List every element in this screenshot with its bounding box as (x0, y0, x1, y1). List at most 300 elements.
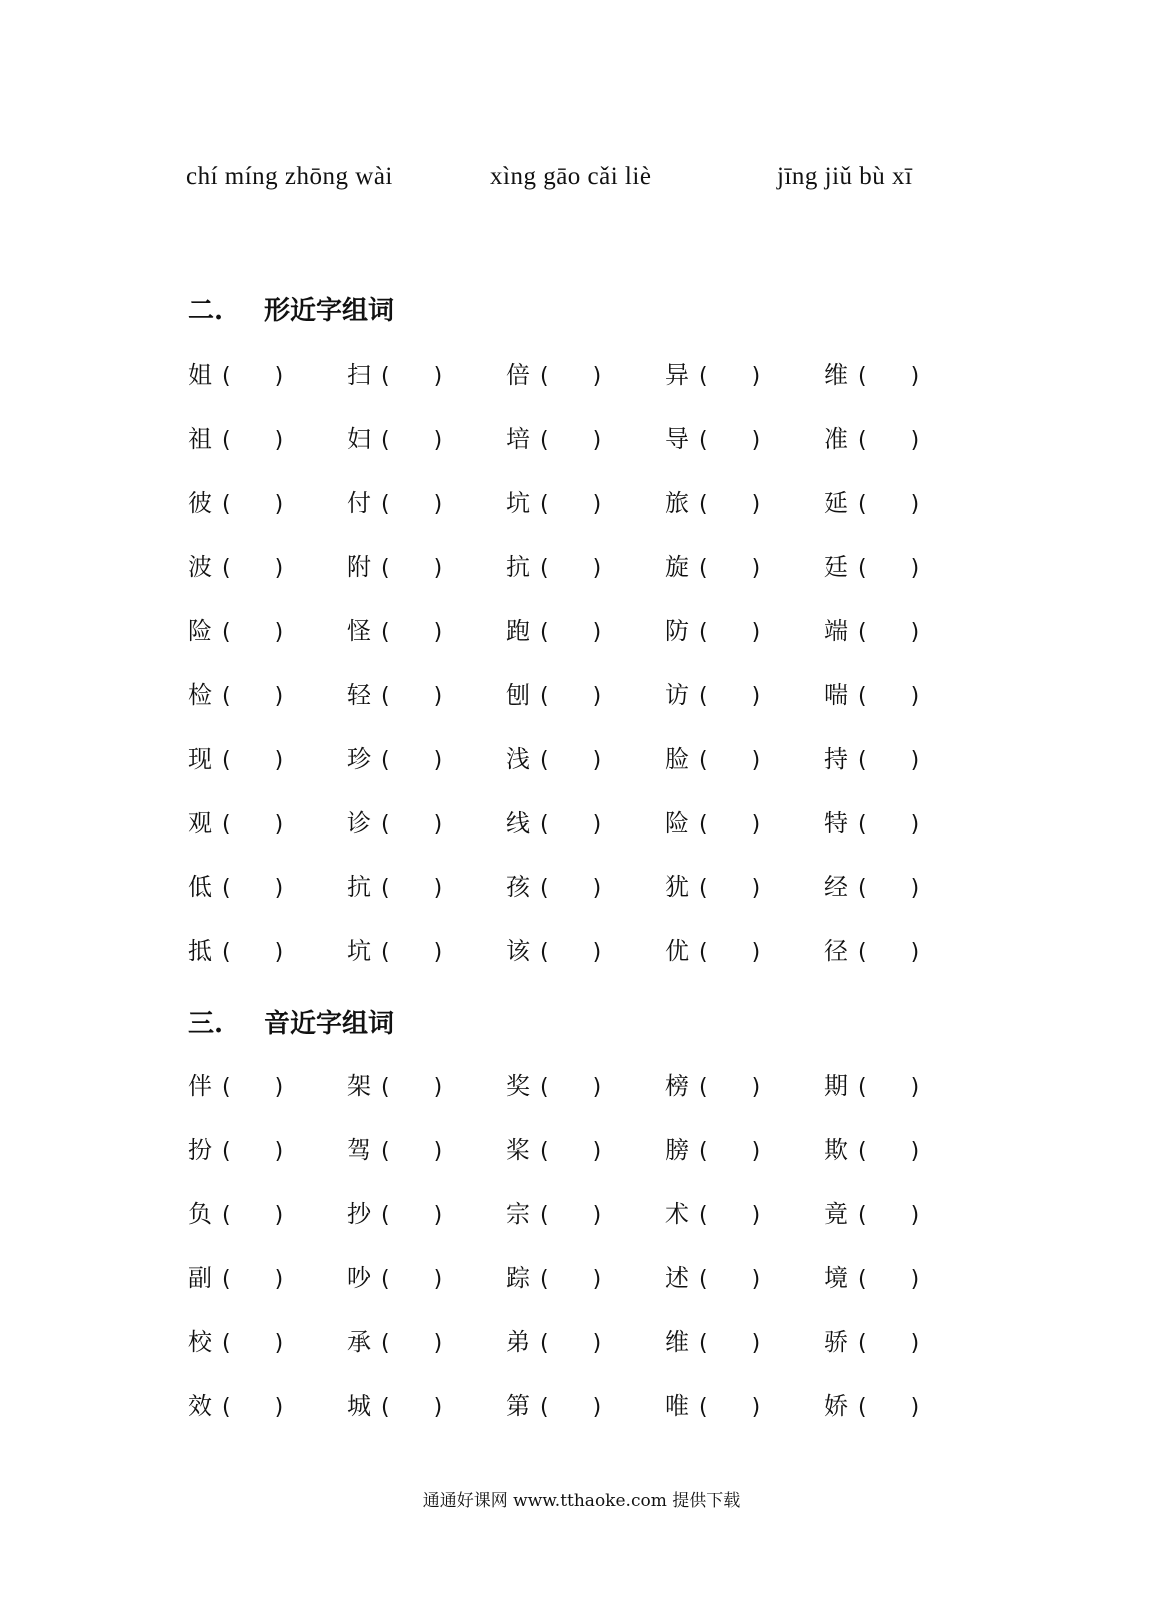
word-item (506, 355, 601, 395)
character: 副 (188, 1264, 212, 1292)
word-item (347, 1130, 442, 1170)
word-item (665, 1130, 760, 1170)
section-3-title: 音近字组词 (264, 1009, 395, 1039)
character: 吵 (347, 1264, 371, 1292)
right-paren: ) (274, 556, 284, 581)
character: 述 (665, 1264, 689, 1292)
word-item (347, 931, 442, 971)
word-item (665, 739, 760, 779)
left-paren: ( (699, 1395, 708, 1420)
right-paren: ) (910, 748, 920, 773)
word-item (824, 931, 919, 971)
right-paren: ) (592, 492, 602, 517)
right-paren: ) (751, 684, 761, 709)
word-item (665, 803, 760, 843)
left-paren: ( (858, 748, 867, 773)
left-paren: ( (222, 876, 231, 901)
character: 脸 (665, 745, 689, 773)
left-paren: ( (858, 1075, 867, 1100)
left-paren: ( (699, 1139, 708, 1164)
word-item (506, 1066, 601, 1106)
character: 珍 (347, 745, 371, 773)
section-2-title: 形近字组词 (264, 296, 395, 326)
right-paren: ) (910, 1267, 920, 1292)
character: 怪 (347, 617, 371, 645)
word-item (506, 867, 601, 907)
word-item (347, 1194, 442, 1234)
left-paren: ( (222, 940, 231, 965)
word-row (188, 867, 948, 907)
right-paren: ) (910, 1395, 920, 1420)
word-item (824, 547, 919, 587)
right-paren: ) (433, 620, 443, 645)
character: 刨 (506, 681, 530, 709)
right-paren: ) (910, 1331, 920, 1356)
character: 承 (347, 1328, 371, 1356)
left-paren: ( (540, 684, 549, 709)
right-paren: ) (751, 556, 761, 581)
word-row (188, 611, 948, 651)
right-paren: ) (274, 876, 284, 901)
right-paren: ) (592, 1075, 602, 1100)
character: 浅 (506, 745, 530, 773)
word-item (824, 1130, 919, 1170)
character: 姐 (188, 361, 212, 389)
right-paren: ) (910, 364, 920, 389)
right-paren: ) (433, 556, 443, 581)
right-paren: ) (910, 684, 920, 709)
left-paren: ( (699, 1075, 708, 1100)
word-item (347, 419, 442, 459)
word-item (506, 1258, 601, 1298)
character: 术 (665, 1200, 689, 1228)
character: 端 (824, 617, 848, 645)
character: 旅 (665, 489, 689, 517)
character: 弟 (506, 1328, 530, 1356)
character: 跑 (506, 617, 530, 645)
character: 娇 (824, 1392, 848, 1420)
right-paren: ) (592, 1331, 602, 1356)
character: 防 (665, 617, 689, 645)
right-paren: ) (592, 364, 602, 389)
word-item (665, 675, 760, 715)
left-paren: ( (381, 876, 390, 901)
left-paren: ( (540, 1075, 549, 1100)
right-paren: ) (910, 940, 920, 965)
left-paren: ( (540, 364, 549, 389)
left-paren: ( (381, 812, 390, 837)
character: 第 (506, 1392, 530, 1420)
left-paren: ( (699, 812, 708, 837)
right-paren: ) (274, 940, 284, 965)
left-paren: ( (381, 364, 390, 389)
right-paren: ) (592, 812, 602, 837)
right-paren: ) (592, 940, 602, 965)
right-paren: ) (910, 1075, 920, 1100)
right-paren: ) (751, 812, 761, 837)
word-row (188, 547, 948, 587)
word-row (188, 931, 948, 971)
left-paren: ( (381, 1139, 390, 1164)
left-paren: ( (540, 492, 549, 517)
right-paren: ) (751, 1267, 761, 1292)
right-paren: ) (274, 364, 284, 389)
pinyin-item: jīng jiǔ bù xī (777, 163, 913, 190)
word-item (506, 931, 601, 971)
right-paren: ) (433, 876, 443, 901)
right-paren: ) (433, 428, 443, 453)
left-paren: ( (699, 428, 708, 453)
left-paren: ( (699, 1331, 708, 1356)
pinyin-item: chí míng zhōng wài (186, 163, 393, 190)
word-item (506, 675, 601, 715)
right-paren: ) (751, 748, 761, 773)
right-paren: ) (274, 1139, 284, 1164)
word-item (824, 867, 919, 907)
word-item (665, 419, 760, 459)
character: 维 (665, 1328, 689, 1356)
word-item (347, 803, 442, 843)
word-item (824, 803, 919, 843)
character: 抗 (347, 873, 371, 901)
left-paren: ( (222, 428, 231, 453)
word-item (506, 611, 601, 651)
right-paren: ) (592, 1395, 602, 1420)
word-item (188, 931, 283, 971)
word-item (188, 739, 283, 779)
word-item (665, 1066, 760, 1106)
right-paren: ) (751, 940, 761, 965)
character: 宗 (506, 1200, 530, 1228)
left-paren: ( (222, 812, 231, 837)
right-paren: ) (751, 620, 761, 645)
right-paren: ) (910, 1203, 920, 1228)
section-2-number: 二. (188, 296, 224, 326)
word-item (824, 1322, 919, 1362)
right-paren: ) (433, 492, 443, 517)
word-item (665, 1258, 760, 1298)
left-paren: ( (699, 1267, 708, 1292)
left-paren: ( (540, 556, 549, 581)
character: 喘 (824, 681, 848, 709)
left-paren: ( (540, 940, 549, 965)
word-item (347, 867, 442, 907)
word-item (665, 611, 760, 651)
left-paren: ( (381, 1267, 390, 1292)
word-item (188, 1194, 283, 1234)
left-paren: ( (381, 556, 390, 581)
left-paren: ( (540, 748, 549, 773)
right-paren: ) (910, 428, 920, 453)
left-paren: ( (222, 556, 231, 581)
right-paren: ) (433, 364, 443, 389)
left-paren: ( (381, 940, 390, 965)
word-item (506, 1322, 601, 1362)
right-paren: ) (274, 1267, 284, 1292)
left-paren: ( (222, 1267, 231, 1292)
right-paren: ) (433, 1075, 443, 1100)
word-row (188, 1194, 948, 1234)
word-row (188, 1322, 948, 1362)
word-item (188, 611, 283, 651)
right-paren: ) (592, 684, 602, 709)
left-paren: ( (858, 940, 867, 965)
word-item (506, 1194, 601, 1234)
word-item (824, 1066, 919, 1106)
left-paren: ( (699, 620, 708, 645)
character: 踪 (506, 1264, 530, 1292)
character: 波 (188, 553, 212, 581)
word-item (188, 1386, 283, 1426)
right-paren: ) (433, 1203, 443, 1228)
right-paren: ) (751, 1331, 761, 1356)
right-paren: ) (592, 1267, 602, 1292)
character: 校 (188, 1328, 212, 1356)
word-item (188, 547, 283, 587)
left-paren: ( (540, 1203, 549, 1228)
left-paren: ( (381, 492, 390, 517)
character: 导 (665, 425, 689, 453)
section-3-heading (188, 1003, 394, 1040)
left-paren: ( (381, 428, 390, 453)
word-item (665, 355, 760, 395)
word-item (665, 1322, 760, 1362)
word-row (188, 1258, 948, 1298)
right-paren: ) (274, 1075, 284, 1100)
character: 祖 (188, 425, 212, 453)
word-item (824, 675, 919, 715)
character: 欺 (824, 1136, 848, 1164)
character: 坑 (506, 489, 530, 517)
word-item (347, 1386, 442, 1426)
word-item (188, 675, 283, 715)
character: 妇 (347, 425, 371, 453)
word-item (506, 419, 601, 459)
character: 诊 (347, 809, 371, 837)
word-item (824, 483, 919, 523)
character: 犹 (665, 873, 689, 901)
right-paren: ) (592, 556, 602, 581)
right-paren: ) (274, 428, 284, 453)
word-item (506, 803, 601, 843)
right-paren: ) (910, 812, 920, 837)
character: 附 (347, 553, 371, 581)
left-paren: ( (858, 1203, 867, 1228)
left-paren: ( (858, 1331, 867, 1356)
right-paren: ) (274, 812, 284, 837)
left-paren: ( (222, 364, 231, 389)
right-paren: ) (274, 492, 284, 517)
right-paren: ) (910, 876, 920, 901)
left-paren: ( (699, 940, 708, 965)
left-paren: ( (858, 1395, 867, 1420)
character: 架 (347, 1072, 371, 1100)
word-row (188, 1130, 948, 1170)
right-paren: ) (751, 876, 761, 901)
left-paren: ( (699, 684, 708, 709)
character: 观 (188, 809, 212, 837)
left-paren: ( (858, 1139, 867, 1164)
word-item (665, 483, 760, 523)
word-item (665, 1386, 760, 1426)
left-paren: ( (381, 1331, 390, 1356)
character: 该 (506, 937, 530, 965)
character: 特 (824, 809, 848, 837)
right-paren: ) (910, 556, 920, 581)
word-row (188, 355, 948, 395)
left-paren: ( (222, 1331, 231, 1356)
right-paren: ) (592, 748, 602, 773)
word-item (347, 611, 442, 651)
character: 廷 (824, 553, 848, 581)
left-paren: ( (540, 876, 549, 901)
right-paren: ) (592, 620, 602, 645)
character: 线 (506, 809, 530, 837)
word-item (824, 419, 919, 459)
left-paren: ( (222, 1075, 231, 1100)
word-row (188, 419, 948, 459)
character: 优 (665, 937, 689, 965)
word-item (824, 355, 919, 395)
character: 经 (824, 873, 848, 901)
word-row (188, 739, 948, 779)
word-item (188, 355, 283, 395)
left-paren: ( (381, 1075, 390, 1100)
left-paren: ( (858, 684, 867, 709)
word-item (347, 1258, 442, 1298)
left-paren: ( (858, 1267, 867, 1292)
word-item (506, 739, 601, 779)
word-item (188, 419, 283, 459)
character: 竟 (824, 1200, 848, 1228)
word-item (347, 675, 442, 715)
word-item (506, 547, 601, 587)
character: 扮 (188, 1136, 212, 1164)
right-paren: ) (751, 1075, 761, 1100)
right-paren: ) (274, 748, 284, 773)
word-item (824, 1386, 919, 1426)
left-paren: ( (222, 748, 231, 773)
right-paren: ) (433, 748, 443, 773)
character: 抵 (188, 937, 212, 965)
right-paren: ) (274, 620, 284, 645)
left-paren: ( (381, 1395, 390, 1420)
word-row (188, 803, 948, 843)
right-paren: ) (592, 428, 602, 453)
word-row (188, 483, 948, 523)
section-3-number: 三. (188, 1009, 224, 1039)
left-paren: ( (699, 748, 708, 773)
right-paren: ) (433, 684, 443, 709)
word-item (665, 547, 760, 587)
character: 培 (506, 425, 530, 453)
character: 持 (824, 745, 848, 773)
character: 现 (188, 745, 212, 773)
word-item (188, 867, 283, 907)
left-paren: ( (540, 1331, 549, 1356)
right-paren: ) (433, 1331, 443, 1356)
word-item (347, 1322, 442, 1362)
right-paren: ) (751, 1203, 761, 1228)
left-paren: ( (699, 1203, 708, 1228)
word-item (824, 1194, 919, 1234)
left-paren: ( (858, 876, 867, 901)
right-paren: ) (274, 1203, 284, 1228)
word-item (188, 803, 283, 843)
character: 驾 (347, 1136, 371, 1164)
right-paren: ) (433, 940, 443, 965)
character: 奖 (506, 1072, 530, 1100)
left-paren: ( (858, 492, 867, 517)
character: 孩 (506, 873, 530, 901)
word-item (506, 483, 601, 523)
word-item (665, 931, 760, 971)
right-paren: ) (751, 364, 761, 389)
right-paren: ) (274, 1395, 284, 1420)
left-paren: ( (381, 620, 390, 645)
right-paren: ) (751, 1395, 761, 1420)
word-item (506, 1386, 601, 1426)
left-paren: ( (699, 876, 708, 901)
character: 桨 (506, 1136, 530, 1164)
character: 延 (824, 489, 848, 517)
right-paren: ) (274, 684, 284, 709)
word-item (665, 1194, 760, 1234)
left-paren: ( (381, 684, 390, 709)
left-paren: ( (699, 556, 708, 581)
right-paren: ) (592, 1139, 602, 1164)
word-item (188, 1130, 283, 1170)
section-2-heading (188, 290, 394, 327)
word-item (188, 1066, 283, 1106)
left-paren: ( (222, 492, 231, 517)
left-paren: ( (222, 1139, 231, 1164)
character: 抗 (506, 553, 530, 581)
left-paren: ( (381, 1203, 390, 1228)
left-paren: ( (858, 428, 867, 453)
pinyin-item: xìng gāo cǎi liè (490, 163, 652, 190)
word-item (347, 355, 442, 395)
left-paren: ( (540, 1139, 549, 1164)
word-item (347, 739, 442, 779)
left-paren: ( (540, 1395, 549, 1420)
character: 旋 (665, 553, 689, 581)
character: 骄 (824, 1328, 848, 1356)
left-paren: ( (858, 812, 867, 837)
right-paren: ) (433, 1267, 443, 1292)
word-row (188, 1066, 948, 1106)
right-paren: ) (751, 1139, 761, 1164)
left-paren: ( (222, 684, 231, 709)
word-item (506, 1130, 601, 1170)
character: 唯 (665, 1392, 689, 1420)
character: 期 (824, 1072, 848, 1100)
word-row (188, 1386, 948, 1426)
right-paren: ) (751, 492, 761, 517)
left-paren: ( (381, 748, 390, 773)
left-paren: ( (222, 1395, 231, 1420)
word-item (347, 547, 442, 587)
left-paren: ( (540, 428, 549, 453)
character: 险 (665, 809, 689, 837)
character: 异 (665, 361, 689, 389)
left-paren: ( (858, 556, 867, 581)
word-item (188, 1258, 283, 1298)
character: 倍 (506, 361, 530, 389)
word-item (188, 483, 283, 523)
word-item (188, 1322, 283, 1362)
word-item (665, 867, 760, 907)
